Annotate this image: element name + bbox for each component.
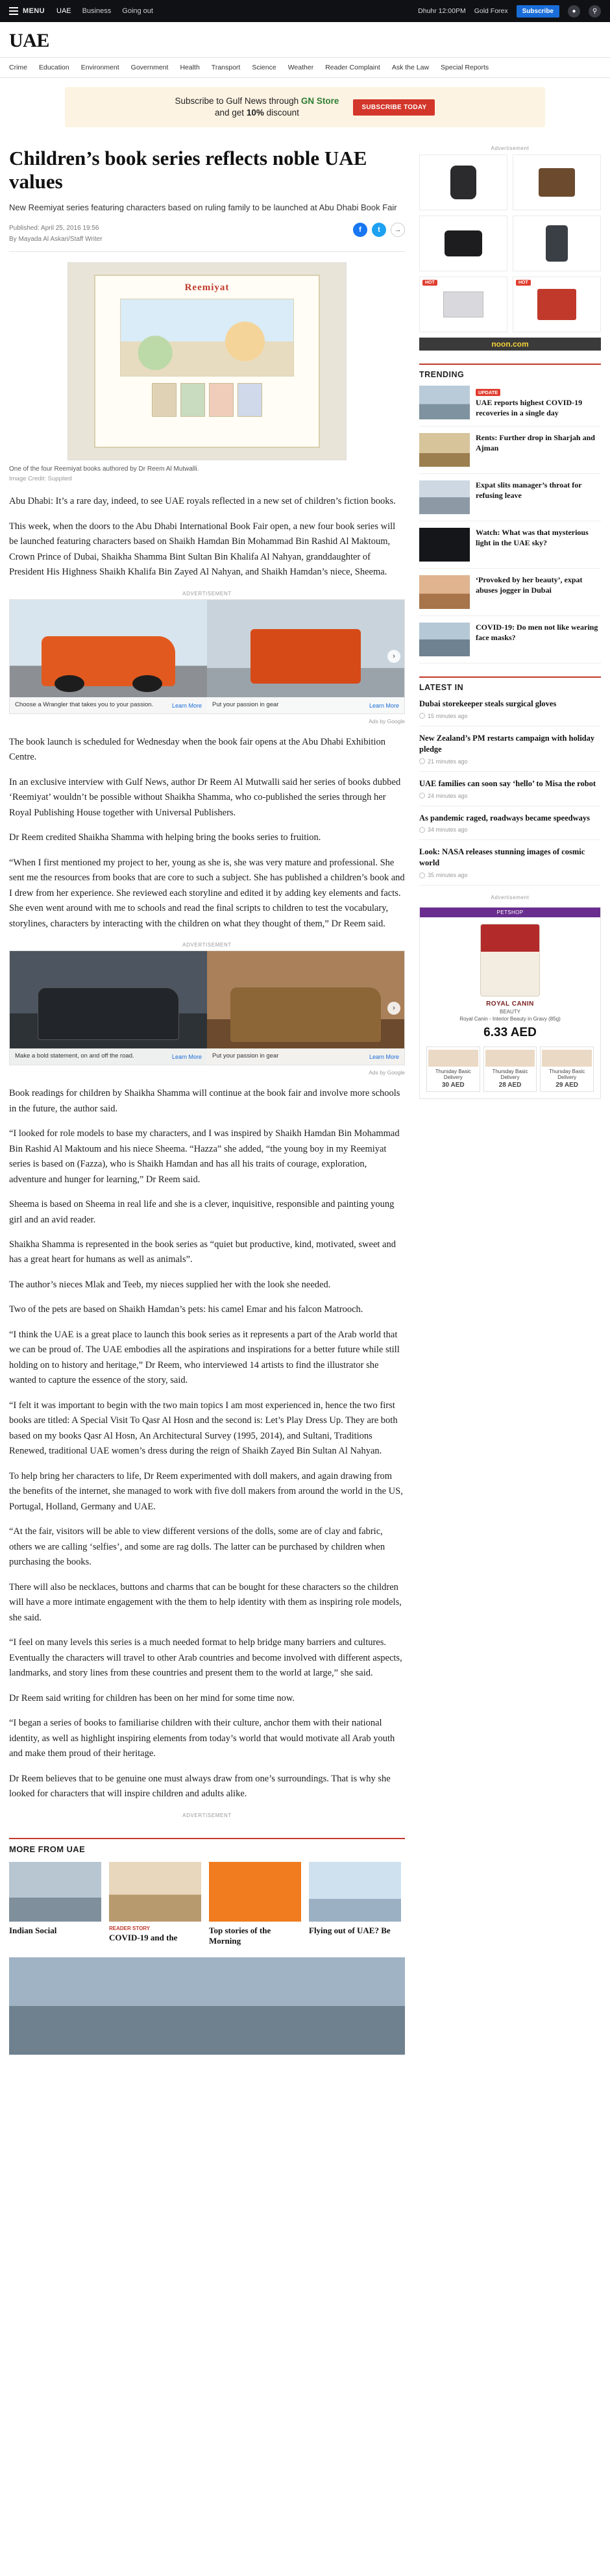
promo-line1: Subscribe to Gulf News through: [175, 95, 299, 106]
ad-label: ADVERTISEMENT: [182, 590, 232, 597]
article-title[interactable]: Indian Social: [9, 1925, 57, 1935]
timestamp-row: [419, 826, 601, 833]
article-title[interactable]: Top stories of the Morning: [209, 1925, 271, 1946]
image-credit: Image Credit: Supplied: [9, 475, 72, 483]
royal-canin-ad[interactable]: [419, 907, 601, 1099]
jeep-grille-illustration: [250, 629, 361, 684]
clock-icon: [419, 873, 425, 878]
delivery-price: 30 AED: [442, 1082, 465, 1089]
article-title[interactable]: Flying out of UAE? Be: [309, 1925, 391, 1935]
ad-learn-more-link[interactable]: Learn More: [369, 1053, 399, 1060]
hamburger-menu-icon[interactable]: [9, 7, 18, 15]
delivery-thumb: [485, 1050, 535, 1067]
product-tile-leather-bag[interactable]: [513, 155, 601, 210]
inline-ad-1[interactable]: [9, 599, 405, 714]
byline-row: [9, 223, 405, 252]
product-tile-smartphone[interactable]: [513, 216, 601, 271]
article-thumbnail: [419, 480, 470, 514]
timestamp: 21 minutes ago: [428, 758, 468, 765]
bottom-feature-image: [9, 1957, 405, 2055]
ad-body: [420, 917, 600, 1098]
delivery-price: 28 AED: [498, 1082, 522, 1089]
clock-icon: [419, 827, 425, 833]
list-item[interactable]: [419, 726, 601, 772]
section-nav-item-health[interactable]: Health: [180, 64, 200, 71]
article-thumbnail: [109, 1862, 201, 1922]
promo-store: GN Store: [300, 95, 339, 106]
delivery-label: Thursday Basic Delivery: [549, 1069, 585, 1081]
section-nav-item-reader-complaint[interactable]: Reader Complaint: [325, 64, 380, 71]
list-item[interactable]: [209, 1862, 301, 1948]
article-paragraph: The book launch is scheduled for Wednesday when the book fair opens at the Abu Dhabi Exhibition Centre.: [9, 736, 386, 763]
article-paragraph: In an exclusive interview with Gulf News, author Dr Reem Al Mutwalli said her series of books dubbed ‘Reemiyat’ wouldn’t be possible without Shaikha Shamma, who co-published the series through her Royal Publishing House together with Universal Publishers.: [9, 776, 401, 818]
trending-body: [476, 623, 601, 656]
section-nav-item-special-reports[interactable]: Special Reports: [441, 64, 489, 71]
article-paragraph: Two of the pets are based on Shaikh Hamdan’s pets: his camel Emar and his falcon Matrooch.: [9, 1304, 363, 1315]
article-paragraph: “I feel on many levels this series is a much needed format to help bridge many barriers and cultures. Eventually the characters will travel to other Arab countries and become involved with different aspects, landmarks, and story lines from these countries and present them to the world at large,” she said.: [9, 1637, 402, 1679]
list-item[interactable]: [9, 1862, 101, 1948]
section-nav: [0, 58, 610, 78]
trending-body: [476, 575, 601, 609]
menu-label[interactable]: MENU: [23, 7, 45, 15]
trending-body: [476, 480, 601, 514]
ad-attribution: Ads by Google: [369, 717, 405, 724]
delivery-option[interactable]: [483, 1046, 537, 1092]
ad-pane-right[interactable]: [207, 951, 404, 1065]
article-paragraph: “At the fair, visitors will be able to view different versions of the dolls, some are of clay and fabric, others we are calling ‘selfies’, and some are rag dolls. The latter can be purchased by children when purchasing the books.: [9, 1526, 385, 1568]
pet-food-bag-icon: [480, 924, 540, 997]
article-thumbnail: [209, 1862, 301, 1922]
ad-store-banner: PETSHOP: [420, 908, 600, 917]
ad-product-name: Royal Canin - Interior Beauty in Gravy (85g): [459, 1016, 561, 1022]
article-paragraph: Abu Dhabi: It’s a rare day, indeed, to see UAE royals reflected in a new set of children’s fiction books.: [9, 496, 396, 507]
clock-icon: [419, 793, 425, 799]
ad-caption-text: Make a bold statement, on and off the road.: [15, 1052, 134, 1060]
section-nav-item-ask-the-law[interactable]: Ask the Law: [391, 64, 430, 71]
section-nav-item-crime[interactable]: Crime: [9, 64, 27, 71]
top-nav-item-business[interactable]: Business: [82, 7, 112, 15]
ad-caption-text: Put your passion in gear: [212, 1052, 279, 1060]
ad-caption-text: Put your passion in gear: [212, 700, 279, 708]
ad-brand: ROYAL CANIN: [486, 1000, 534, 1008]
timestamp: 15 minutes ago: [428, 712, 468, 719]
ad-label: Advertisement: [491, 145, 530, 151]
suv-illustration: [38, 987, 180, 1040]
page-layout: [0, 134, 610, 2055]
ad-caption-text: Choose a Wrangler that takes you to your passion.: [15, 700, 154, 708]
smartwatch-icon: [450, 166, 476, 199]
hot-badge: HOT: [422, 280, 437, 286]
timestamp-row: [419, 872, 601, 878]
promo-banner-wrap: [0, 78, 610, 134]
delivery-label: Thursday Basic Delivery: [435, 1069, 471, 1081]
timestamp-row: [419, 713, 601, 719]
top-nav: [56, 7, 153, 15]
article-title[interactable]: UAE families can soon say ‘hello’ to Misa the robot: [419, 778, 596, 788]
earbuds-icon: [445, 230, 482, 256]
article-standfirst: New Reemiyat series featuring characters based on ruling family to be launched at Abu Dhabi Book Fair: [9, 202, 397, 212]
product-tile-earbuds[interactable]: [419, 216, 507, 271]
article-paragraph: This week, when the doors to the Abu Dhabi International Book Fair open, a new four book series will be launched featuring characters based on Shaikh Hamdan Bin Mohammad Bin Rashid Al Maktoum, Crown Prince of Dubai, Shaikha Shamma Bint Sultan Bin Khalifa Al Nahyan, granddaughter of President His Highness Shaikh Khalifa Bin Zayed Al Nahyan, and Shaikh Hamdan’s niece, Sheema.: [9, 521, 396, 578]
article-paragraph: “I think the UAE is a great place to launch this book series as it represents a part of the Arab world that we can be proud of. The UAE embodies all the aspirations and inspirations for a better future while still holding on to history and heritage,” Dr Reem, who interviewed 14 artists to find the illustrator she wanted to capture the essence of the story, said.: [9, 1329, 400, 1386]
trending-heading: TRENDING: [419, 364, 601, 379]
book-cover-illustration: [94, 275, 320, 448]
ad-caption: [10, 1048, 207, 1065]
ad-caption: [10, 697, 207, 713]
list-item[interactable]: [109, 1862, 201, 1948]
status-badge: UPDATE: [476, 389, 500, 396]
gas-stove-icon: [443, 291, 483, 317]
latest-in-heading: LATEST IN: [419, 676, 601, 692]
suv-bronze-illustration: [230, 987, 380, 1042]
article-title[interactable]: COVID-19 and the: [109, 1932, 178, 1942]
delivery-thumb: [428, 1050, 478, 1067]
article-paragraph: Dr Reem said writing for children has been on her mind for some time now.: [9, 1692, 295, 1703]
jeep-illustration: [42, 636, 176, 686]
article-main: [9, 136, 405, 2055]
search-icon[interactable]: ⚲: [589, 5, 601, 18]
list-item[interactable]: [419, 427, 601, 474]
facebook-share-icon[interactable]: f: [353, 223, 367, 237]
promo-line2: and get: [215, 108, 245, 118]
article-title[interactable]: Look: NASA releases stunning images of cosmic world: [419, 847, 585, 868]
clock-icon: [419, 713, 425, 719]
shopping-ad-grid[interactable]: [419, 155, 601, 332]
gold-forex-link[interactable]: Gold Forex: [474, 7, 508, 15]
leather-bag-icon: [539, 168, 575, 197]
list-item[interactable]: [419, 521, 601, 569]
ad-learn-more-link[interactable]: Learn More: [369, 702, 399, 709]
article-paragraph: The author’s nieces Mlak and Teeb, my nieces supplied her with the look she needed.: [9, 1279, 331, 1290]
ad-caption: [207, 697, 404, 713]
ad-label: Advertisement: [491, 895, 530, 901]
ad-learn-more-link[interactable]: Learn More: [171, 1053, 202, 1060]
section-nav-item-government[interactable]: Government: [130, 64, 169, 71]
ad-label: ADVERTISEMENT: [182, 1812, 232, 1818]
hero-image: [67, 262, 347, 460]
ad-label: ADVERTISEMENT: [182, 942, 232, 948]
article-paragraph: Dr Reem believes that to be genuine one must always draw from one’s surroundings. That is why she looked for characters that will inspire children and adults alike.: [9, 1773, 391, 1800]
more-from-uae-grid: [9, 1862, 405, 1948]
ad-learn-more-link[interactable]: Learn More: [171, 702, 202, 709]
ad-caption: [207, 1048, 404, 1065]
ad-pane-left[interactable]: [10, 600, 207, 713]
user-icon[interactable]: ●: [568, 5, 580, 18]
trending-body: [476, 386, 601, 419]
article-paragraph: To help bring her characters to life, Dr Reem experimented with doll makers, and again drawing from the benefits of the internet, she managed to work with five doll makers from around the world in the US, Portugal, Holland, Germany and UAE.: [9, 1470, 403, 1512]
more-share-icon[interactable]: →: [391, 223, 405, 237]
top-nav-item-going-out[interactable]: Going out: [122, 7, 153, 15]
delivery-option[interactable]: [540, 1046, 594, 1092]
section-nav-item-transport[interactable]: Transport: [211, 64, 241, 71]
article-thumbnail: [309, 1862, 401, 1922]
ad-date-options: [426, 1046, 594, 1092]
right-rail: [419, 136, 601, 2055]
article-title[interactable]: Dubai storekeeper steals surgical gloves: [419, 699, 557, 708]
section-nav-item-weather[interactable]: Weather: [287, 64, 314, 71]
article-title[interactable]: ‘Provoked by her beauty’, expat abuses jogger in Dubai: [476, 575, 583, 595]
product-tile-smartwatch[interactable]: [419, 155, 507, 210]
clock-icon: [419, 758, 425, 764]
promo-discount: 10%: [246, 108, 264, 118]
list-item[interactable]: [309, 1862, 401, 1948]
ad-price: 6.33 AED: [483, 1026, 537, 1040]
article-paragraph: Book readings for children by Shaikha Shamma will continue at the book fair and involve more schools in the future, the author said.: [9, 1088, 400, 1114]
article-paragraph: Sheema is based on Sheema in real life and she is a clever, inquisitive, responsible and painting young girl and an avid reader.: [9, 1199, 395, 1225]
article-title[interactable]: UAE reports highest COVID-19 recoveries in a single day: [476, 398, 583, 417]
ad-next-arrow-icon[interactable]: ›: [387, 1002, 400, 1015]
article-paragraph: “When I first mentioned my project to her, young as she is, she was very mature and professional. She sent me the resources from books that are core to such a subject. She has published a children’s book and I drew from her experience. She reviewed each storyline and edited it by adding key elements and facts. She even went around with me to schools and read the final scripts to children to test the vocabulary, storylines, characters by interacting with the children on what they thought of them,” Dr Reem said.: [9, 857, 405, 929]
promo-cta-button[interactable]: SUBSCRIBE TODAY: [353, 99, 435, 116]
article-title[interactable]: Expat slits manager’s throat for refusing leave: [476, 480, 582, 500]
promo-banner[interactable]: [65, 87, 545, 127]
article-thumbnail: [9, 1862, 101, 1922]
list-item[interactable]: [419, 806, 601, 841]
delivery-price: 29 AED: [555, 1082, 578, 1089]
promo-line3: discount: [266, 108, 299, 118]
product-tile-gas-stove[interactable]: [419, 277, 507, 332]
site-logo[interactable]: UAE: [9, 30, 49, 51]
author: By Mayada Al Askari/Staff Writer: [9, 236, 103, 243]
article-title[interactable]: COVID-19: Do men not like wearing face masks?: [476, 623, 598, 642]
ad-variant: BEAUTY: [499, 1009, 520, 1015]
article-paragraph: Shaikha Shamma is represented in the book series as “quiet but productive, kind, motivated, sweet and has a great heart for humans as well as animals”.: [9, 1239, 396, 1265]
delivery-label: Thursday Basic Delivery: [492, 1069, 528, 1081]
byline-block: [9, 223, 103, 245]
image-caption: One of the four Reemiyat books authored by Dr Reem Al Mutwalli.: [9, 465, 199, 473]
book-title-text: Reemiyat: [184, 282, 230, 293]
list-item[interactable]: [419, 616, 601, 663]
list-item[interactable]: [419, 772, 601, 806]
article-paragraph: “I felt it was important to begin with the two main topics I am most experienced in, hence the two first books are titled: A Special Visit To Qasr Al Hosn and the second is: Let’s Play Dress Up. They are both based on my books Qasr Al Hosn, An Architectural Survey (1995, 2014), and Sultani, Traditions Renewed, traditional UAE women’s dress during the reign of Shaikh Zayed Bin Sultan Al Nahyan.: [9, 1400, 398, 1457]
section-nav-item-education[interactable]: Education: [39, 64, 69, 71]
page-title: Children’s book series reflects noble UAE values: [9, 147, 367, 193]
publish-date: Published: April 25, 2016 19:56: [9, 225, 99, 232]
ad-attribution: Ads by Google: [369, 1069, 405, 1076]
smartphone-icon: [546, 225, 568, 262]
trending-body: [476, 433, 601, 467]
timestamp: 24 minutes ago: [428, 792, 468, 799]
subscribe-button[interactable]: Subscribe: [517, 5, 559, 18]
inline-ad-2[interactable]: [9, 950, 405, 1065]
article-paragraph: There will also be necklaces, buttons and charms that can be bought for these characters so the children will have a more intimate engagement with the them to help identity with them as inspiring role models, she said.: [9, 1581, 402, 1623]
section-nav-item-science[interactable]: Science: [252, 64, 276, 71]
list-item[interactable]: [419, 569, 601, 616]
ad-next-arrow-icon[interactable]: ›: [387, 650, 400, 663]
ad-pane-left[interactable]: [10, 951, 207, 1065]
timestamp-row: [419, 758, 601, 765]
list-item[interactable]: [419, 379, 601, 427]
article-title[interactable]: Watch: What was that mysterious light in the UAE sky?: [476, 528, 589, 547]
kitchen-machine-icon: [537, 289, 576, 320]
timestamp: 35 minutes ago: [428, 872, 468, 879]
twitter-share-icon[interactable]: t: [372, 223, 386, 237]
article-thumbnail: [419, 433, 470, 467]
more-from-uae-heading: MORE FROM UAE: [9, 1838, 405, 1854]
share-buttons: [353, 223, 405, 237]
article-kicker: READER STORY: [109, 1925, 151, 1931]
delivery-option[interactable]: [426, 1046, 480, 1092]
article-paragraph: “I began a series of books to familiarise children with their culture, anchor them with their national identity, as well as highlight inspiring elements from today’s world that would motivate all Arab youth and make them proud of their heritage.: [9, 1718, 395, 1759]
timestamp: 34 minutes ago: [428, 826, 468, 834]
prayer-time: Dhuhr 12:00PM: [418, 7, 466, 15]
top-bar-right: [418, 5, 601, 18]
product-tile-kitchen-machine[interactable]: [513, 277, 601, 332]
list-item[interactable]: [419, 692, 601, 726]
article-title[interactable]: Rents: Further drop in Sharjah and Ajman: [476, 433, 595, 452]
article-paragraph: Dr Reem credited Shaikha Shamma with helping bring the books series to fruition.: [9, 832, 321, 843]
ad-pane-right[interactable]: [207, 600, 404, 713]
article-title[interactable]: As pandemic raged, roadways became speedways: [419, 813, 590, 823]
store-logo[interactable]: noon.com: [419, 338, 601, 351]
hot-badge: HOT: [516, 280, 531, 286]
promo-text: [175, 95, 339, 119]
book-thumbnail-row: [152, 383, 262, 417]
top-bar: [0, 0, 610, 22]
section-nav-item-environment[interactable]: Environment: [80, 64, 119, 71]
trending-body: [476, 528, 601, 562]
masthead: [0, 22, 610, 58]
article-paragraph: “I looked for role models to base my characters, and I was inspired by Shaikh Hamdan Bin Mohammad Bin Rashid Al Maktoum and his niece Sheema. “Hazza” she added, “the young boy in my Reemiyat series is based on (Fazza), who is Shaikh Hamdan and has all his traits of courage, exploration, adventure and hunger for learning,” Dr Reem said.: [9, 1128, 400, 1185]
article-thumbnail: [419, 528, 470, 562]
top-nav-item-uae[interactable]: UAE: [56, 7, 71, 15]
list-item[interactable]: [419, 840, 601, 886]
delivery-thumb: [542, 1050, 592, 1067]
book-cover-art: [120, 299, 294, 377]
list-item[interactable]: [419, 474, 601, 521]
article-thumbnail: [419, 575, 470, 609]
article-thumbnail: [419, 386, 470, 419]
timestamp-row: [419, 793, 601, 799]
article-thumbnail: [419, 623, 470, 656]
article-title[interactable]: New Zealand’s PM restarts campaign with holiday pledge: [419, 733, 595, 754]
